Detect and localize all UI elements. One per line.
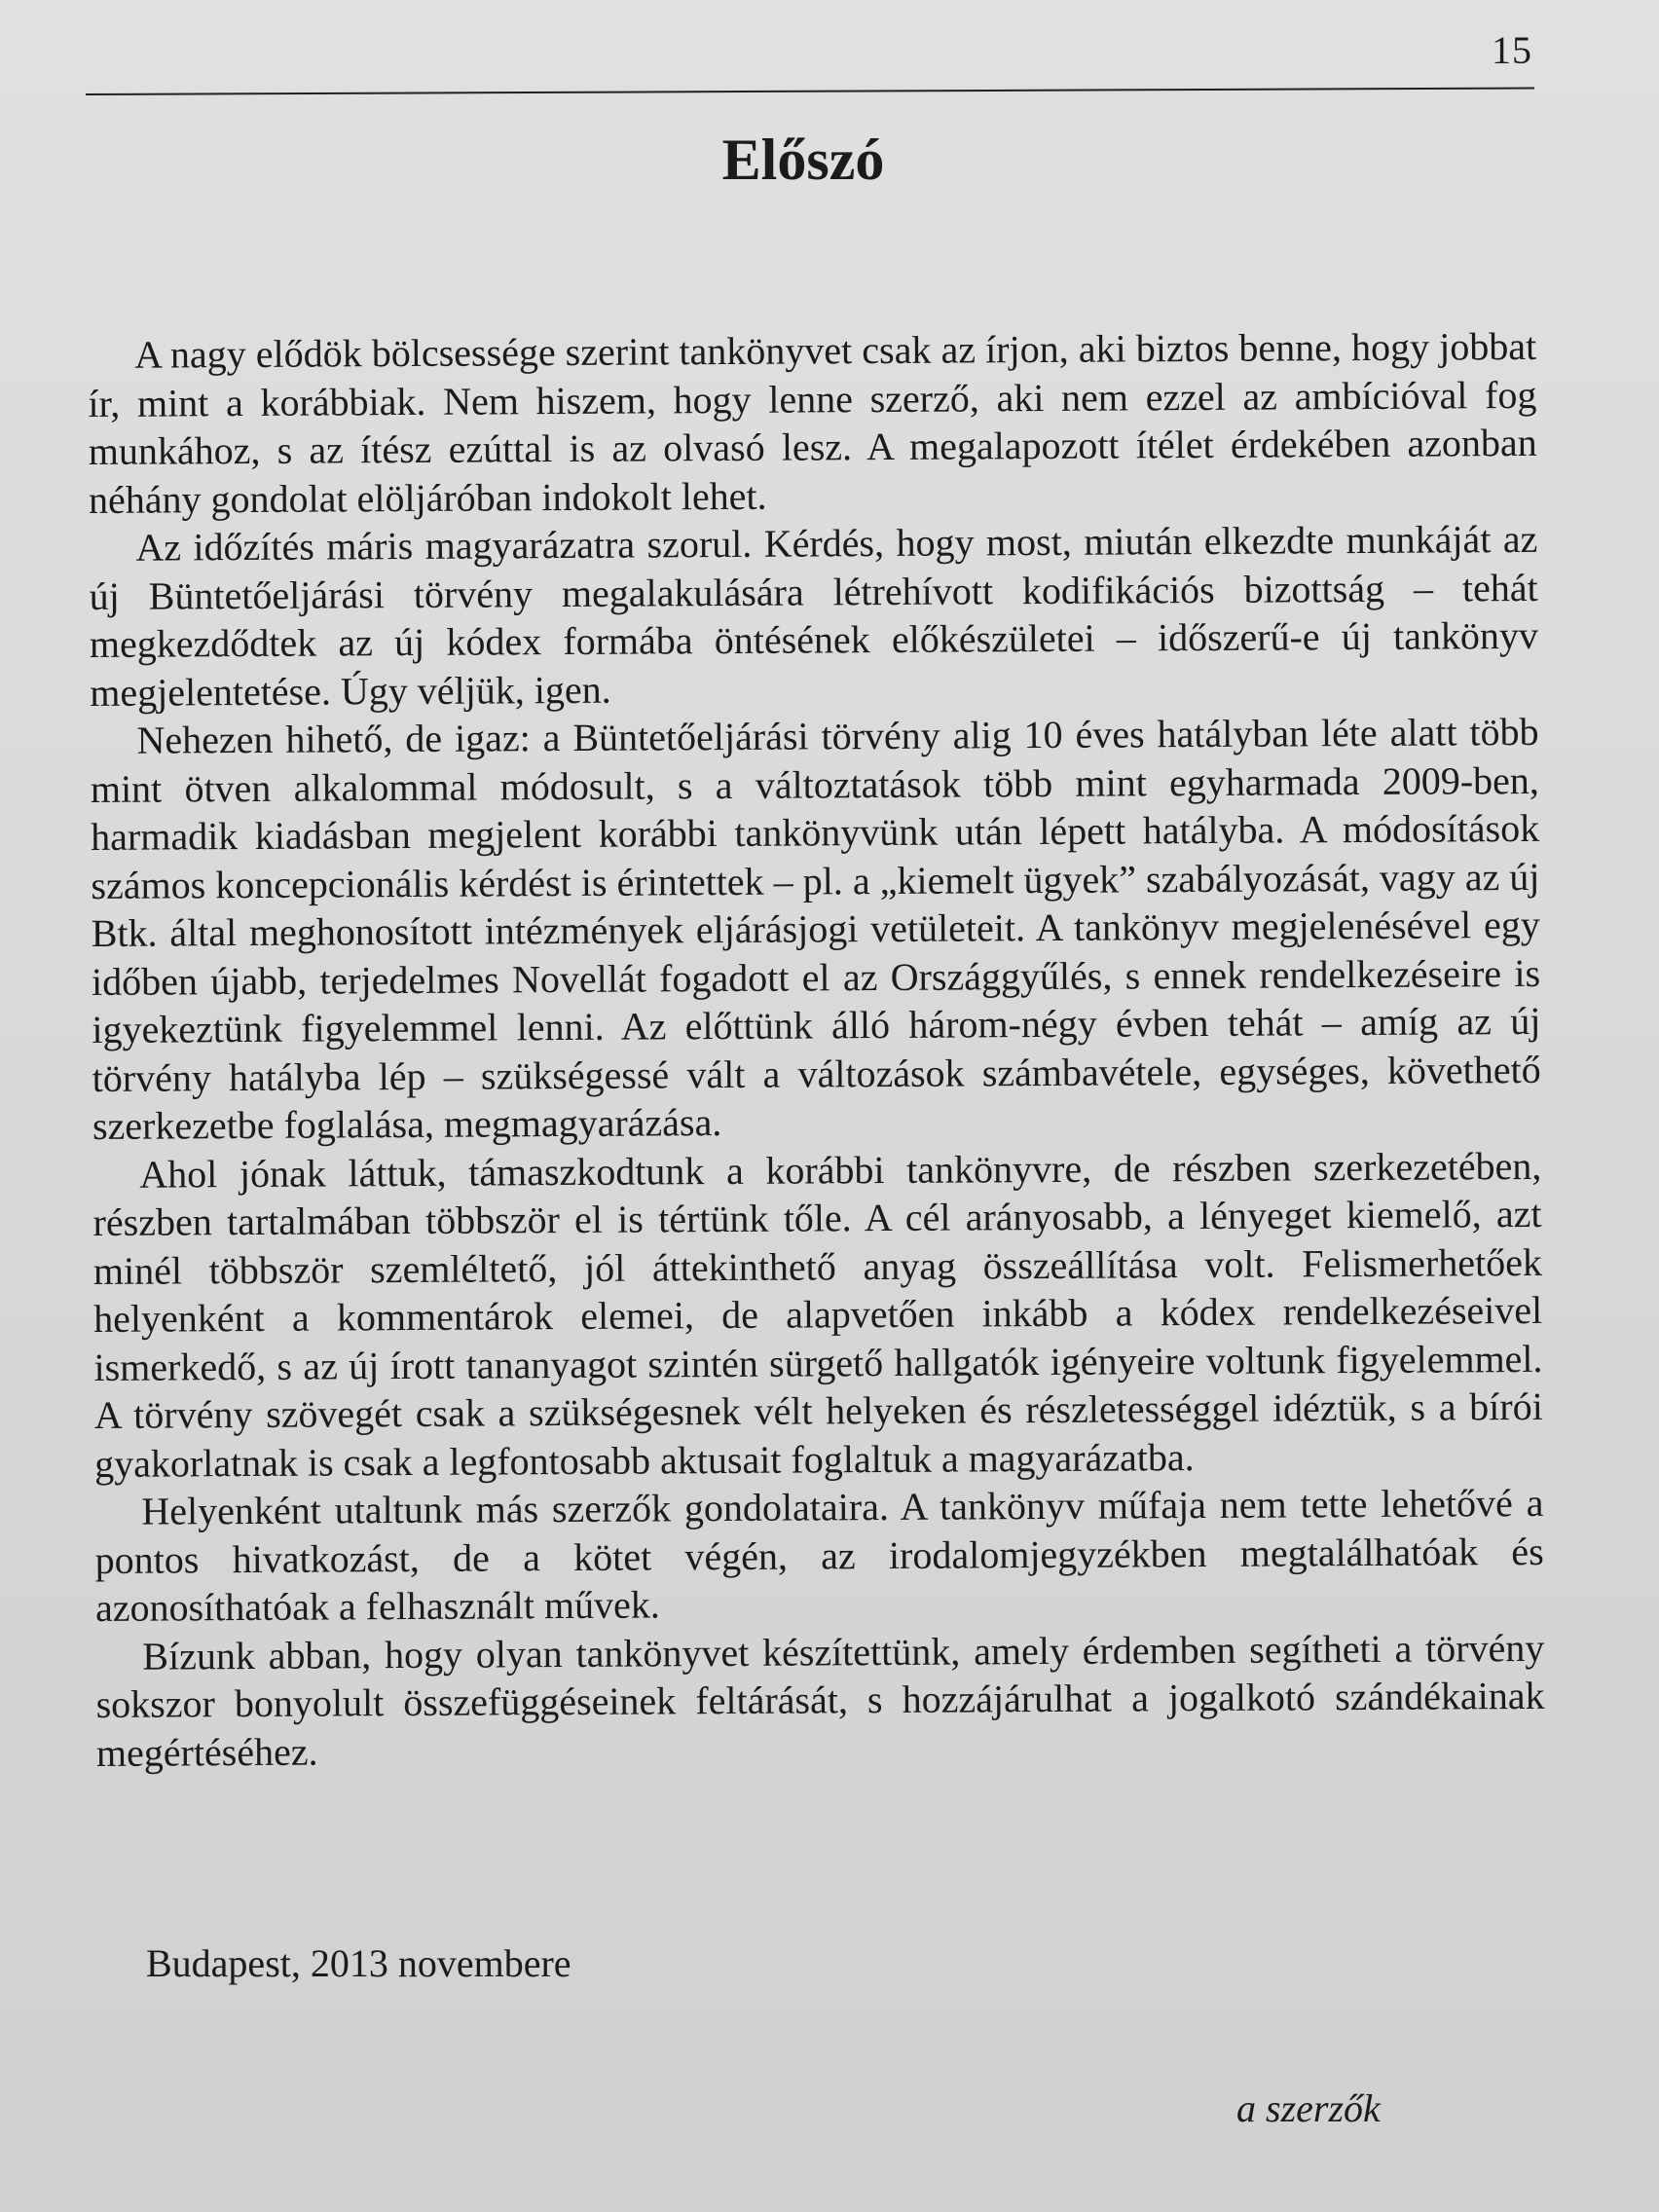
header-rule [86,88,1534,95]
page-title: Előszó [721,128,885,192]
page-number: 15 [1492,28,1532,72]
paragraph: A nagy elődök bölcsessége szerint tankönyvet csak az írjon, aki biztos benne, hogy jobbat ír, mint a korábbiak. Nem hiszem, hogy lenne szerző, aki nem ezzel az ambícióval fog munkához, s az ítész ezúttal is az olvasó lesz. A megalapozott ítélet érdekében azonban néhány gondolat elöljáróban indokolt lehet. [88,323,1537,522]
paragraph: Bízunk abban, hogy olyan tankönyvet készítettünk, amely érdemben segítheti a törvény sokszor bonyolult összefüggéseinek feltárását, s hozzájárulhat a jogalkotó szándékainak megértéséhez. [95,1625,1545,1775]
signature: a szerzők [1236,2086,1381,2130]
paragraph: Nehezen hihető, de igaz: a Büntetőeljárási törvény alig 10 éves hatályban léte alatt több mint ötven alkalommal módosult, s a változtatások több mint egyharmada 2009-ben, harmadik kiadásban megjelent korábbi tankönyvünk után lépett hatályba. A módosítások számos koncepcionális kérdést is érintettek – pl. a „kiemelt ügyek” szabályozását, vagy az új Btk. által meghonosított intézmények eljárásjogi vetületeit. A tankönyv megjelenésével egy időben újabb, terjedelmes Novellát fogadott el az Országgyűlés, s ennek rendelkezéseire is igyekeztünk figyelemmel lenni. Az előttünk álló három-négy évben tehát – amíg az új törvény hatályba lép – szükségessé vált a változások számbavétele, egységes, követhető szerkezetbe foglalása, megmagyarázása. [90,709,1541,1148]
paragraph: Ahol jónak láttuk, támaszkodtunk a korábbi tankönyvre, de részben szerkezetében, részben tartalmában többször el is tértünk tőle. A cél arányosabb, a lényeget kiemelő, azt minél többször szemléltető, jól áttekinthető anyag összeállítása volt. Felismerhetőek helyenként a kommentárok elemei, de alapvetően inkább a kódex rendelkezéseivel ismerkedő, s az új írott tananyagot szintén sürgető hallgatók igényeire voltunk figyelemmel. A törvény szövegét csak a szükségesnek vélt helyeken és részletességgel idéztük, s a bírói gyakorlatnak is csak a legfontosabb aktusait foglaltuk a magyarázatba. [92,1143,1543,1486]
paragraph: Az időzítés máris magyarázatra szorul. Kérdés, hogy most, miután elkezdte munkáját az új Büntetőeljárási törvény megalakulására létrehívott kodifikációs bizottság – tehát megkezdődtek az új kódex formába öntésének előkészületei – időszerű-e új tankönyv megjelentetése. Úgy véljük, igen. [89,516,1539,715]
preface-body [88,322,1545,1777]
place-date: Budapest, 2013 novembere [146,1941,571,1985]
paragraph: Helyenként utaltunk más szerzők gondolataira. A tankönyv műfaja nem tette lehetővé a pontos hivatkozást, de a kötet végén, az irodalomjegyzékben megtalálhatóak és azonosíthatóak a felhasznált művek. [94,1480,1544,1630]
